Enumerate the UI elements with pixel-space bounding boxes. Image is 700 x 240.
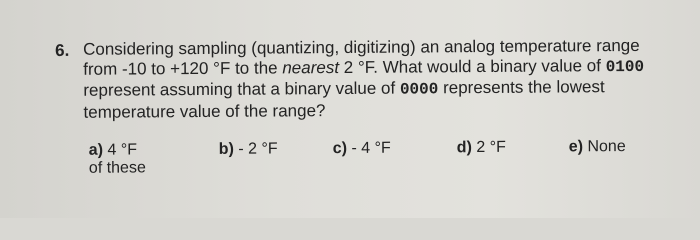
choice-d (457, 139, 506, 157)
question-line-4: temperature value of the range? (83, 100, 326, 122)
question-text (83, 36, 654, 122)
choice-b-text: - 2 °F (233, 140, 278, 158)
choice-d-text: 2 °F (471, 138, 506, 157)
choice-a-letter: a) (88, 141, 104, 159)
choice-e-text: None (582, 138, 626, 156)
choice-a (89, 141, 199, 178)
question-line-3-start: represent assuming that a binary value of (83, 78, 400, 100)
question-emphasis-nearest: nearest (282, 57, 340, 77)
question-number: 6. (55, 40, 70, 60)
choice-e (569, 138, 626, 156)
binary-value-0000: 0000 (399, 80, 439, 99)
choice-e-letter: e) (568, 138, 584, 156)
choice-a-extra: of these (88, 159, 146, 177)
choice-a-text: 4 °F (102, 141, 138, 159)
choice-d-letter: d) (456, 139, 472, 157)
question-line-2-start: from -10 to +120 °F to the (83, 57, 283, 79)
question-6 (55, 35, 655, 177)
question-line-3-end: represents the lowest (438, 77, 605, 98)
binary-value-0100: 0100 (605, 57, 645, 76)
choice-c-letter: c) (332, 139, 348, 158)
choice-b (219, 140, 278, 158)
choice-b-letter: b) (218, 140, 234, 158)
answer-choices (88, 138, 659, 177)
question-line-1: Considering sampling (quantizing, digitizing) an analog temperature range (82, 35, 640, 59)
choice-c-text: - 4 °F (346, 139, 391, 157)
choice-c (333, 140, 391, 158)
question-line-2-middle: 2 °F. What would a binary value of (338, 55, 606, 77)
